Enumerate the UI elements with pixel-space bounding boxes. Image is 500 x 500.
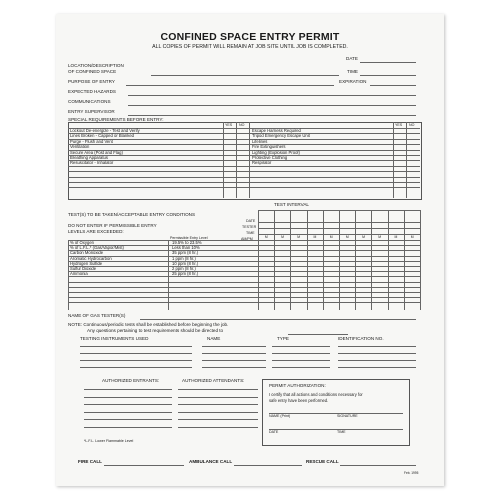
ampm-m-mark: M <box>313 234 317 239</box>
test-reading-cell[interactable] <box>307 271 323 276</box>
test-reading-cell[interactable] <box>290 271 306 276</box>
test-name: Carbon Monoxide <box>70 250 104 256</box>
lfl-footnote: *L.F.L. Lower Flammable Level <box>84 439 134 443</box>
ampm-m-mark: M <box>297 234 301 239</box>
ampm-m-mark: M <box>345 234 349 239</box>
tests-blank-line <box>68 282 420 283</box>
ampm-m-mark: M <box>329 234 333 239</box>
test-reading-cell[interactable] <box>258 271 274 276</box>
test-name: Aromatic Hydrocarbon <box>70 255 112 261</box>
page-subtitle: ALL COPIES OF PERMIT WILL REMAIN AT JOB SITE UNTIL JOB IS COMPLETED. <box>152 44 348 50</box>
requirement-no-cell[interactable] <box>236 160 249 165</box>
note-line-1: NOTE: Continuous/periodic tests shall be established before beginning the job. <box>68 322 229 327</box>
attendant-line[interactable] <box>178 397 258 398</box>
entrant-line[interactable] <box>84 404 172 405</box>
instrument-name-line[interactable] <box>202 360 266 361</box>
permit-sheet <box>56 14 444 486</box>
permit-authorization-box <box>262 379 410 446</box>
supervisor-label: ENTRY SUPERVISOR <box>68 109 115 114</box>
tests-warning-2: LEVELS ARE EXCEEDED: <box>68 229 124 234</box>
test-name: % of L.F.L.* (Gas/Vapor/Mist) <box>70 245 124 251</box>
ampm-m-mark: M <box>281 234 284 239</box>
tester-row-label: TESTER <box>242 225 257 229</box>
ampm-row-label: AM/PM <box>241 237 253 241</box>
date-row-label: DATE <box>246 219 256 223</box>
test-name: % of Oxygen <box>70 240 94 245</box>
instrument-name-line[interactable] <box>202 346 266 347</box>
auth-date-field[interactable] <box>269 429 403 430</box>
ampm-m-mark: M <box>394 234 398 239</box>
ampm-m-mark: M <box>410 234 414 239</box>
tests-row-line <box>68 276 420 277</box>
requirements-table <box>68 122 420 198</box>
communications-label: COMMUNICATIONS <box>68 99 111 104</box>
instrument-name-line[interactable] <box>202 367 266 368</box>
tests-blank-line <box>68 287 420 288</box>
requirement-yes-cell-2[interactable] <box>393 160 406 165</box>
entrant-line[interactable] <box>84 419 172 420</box>
ambulance-call-field[interactable] <box>234 465 302 466</box>
instrument-id-line[interactable] <box>338 360 416 361</box>
requirement-right-label: Lifelines <box>252 138 268 144</box>
purpose-label: PURPOSE OF ENTRY <box>68 79 115 84</box>
test-permissible-level: 19.5% to 23.5% <box>172 240 202 245</box>
auth-date-label: DATE <box>269 430 279 434</box>
instrument-type-label: TYPE <box>277 336 289 341</box>
instrument-id-label: IDENTIFICATION NO. <box>338 336 384 341</box>
form-code: Feb. 1995 <box>404 471 419 475</box>
tests-blank-line <box>68 302 420 303</box>
instrument-type-line[interactable] <box>272 346 330 347</box>
authorized-entrants-label: AUTHORIZED ENTRANTS: <box>102 378 160 383</box>
test-permissible-level: 1 ppm (8 hr.) <box>172 255 196 261</box>
test-permissible-level: 10 ppm (8 hr.) <box>172 260 199 266</box>
requirement-left-label: Lockout De-energize - Test and Verify <box>70 128 140 133</box>
date-label: DATE <box>346 56 358 61</box>
requirement-right-label: Escape Harness Required <box>252 128 301 133</box>
fire-call-label: FIRE CALL <box>78 459 102 464</box>
time-label: TIME <box>347 69 358 74</box>
note-contact-field[interactable] <box>288 334 348 335</box>
requirement-right-label: Fire Extinguishers <box>252 144 286 150</box>
test-permissible-level: 25 ppm (8 hr.) <box>172 271 199 277</box>
gas-tester-label: NAME OF GAS TESTER(S) <box>68 313 126 318</box>
requirement-right-label: Protective Clothing <box>252 155 288 160</box>
requirement-left-label: Secure Area (Post and Flag) <box>70 149 123 155</box>
authorization-line-2: safe entry have been performed. <box>269 398 329 403</box>
req-yes-header: YES <box>225 122 233 127</box>
test-reading-cell[interactable] <box>371 271 387 276</box>
requirement-left-label: Purge - Flush and Vent <box>70 138 113 144</box>
auth-name-label: NAME (Print) <box>269 414 291 418</box>
entrant-line[interactable] <box>84 412 172 413</box>
rescue-call-label: RESCUE CALL <box>306 459 339 464</box>
instrument-id-line[interactable] <box>338 353 416 354</box>
test-reading-cell[interactable] <box>323 271 339 276</box>
entrant-line[interactable] <box>84 389 172 390</box>
entrant-line[interactable] <box>84 397 172 398</box>
authorized-attendants-label: AUTHORIZED ATTENDANTS: <box>182 378 245 383</box>
ampm-m-mark: M <box>264 234 268 239</box>
auth-time-label: TIME <box>337 430 346 434</box>
test-permissible-level: 2 ppm (8 hr.) <box>172 266 196 271</box>
instrument-type-line[interactable] <box>272 360 330 361</box>
test-permissible-level: 35 ppm (8 hr.) <box>172 250 199 256</box>
tests-grid <box>68 210 420 310</box>
time-row-label: TIME <box>246 231 255 235</box>
communications-field[interactable] <box>128 105 416 106</box>
instruments-used-label: TESTING INSTRUMENTS USED <box>80 336 149 341</box>
test-name: Hydrogen Sulfide <box>70 260 103 266</box>
instrument-id-line[interactable] <box>338 367 416 368</box>
location-field[interactable] <box>151 75 339 76</box>
requirement-no-cell-2[interactable] <box>406 160 420 165</box>
instrument-type-line[interactable] <box>272 353 330 354</box>
requirement-right-label: Respirator <box>252 160 272 166</box>
requirement-blank-line <box>68 182 420 183</box>
req-no-header-2: NO <box>409 122 415 127</box>
requirement-yes-cell[interactable] <box>223 160 236 165</box>
ampm-m-mark: M <box>362 234 365 239</box>
location-label-2: OF CONFINED SPACE <box>68 69 117 74</box>
test-reading-cell[interactable] <box>355 271 371 276</box>
fire-call-field[interactable] <box>104 465 184 466</box>
req-yes-header-2: YES <box>395 122 403 127</box>
purpose-field[interactable] <box>126 85 334 86</box>
requirement-blank-line <box>68 187 420 188</box>
test-reading-cell[interactable] <box>388 271 404 276</box>
note-line-2: Any questions pertaining to test requirements should be directed to <box>87 328 224 333</box>
requirement-right-label: Lighting (Explosion Proof) <box>252 149 300 155</box>
test-interval-label: TEST INTERVAL <box>274 202 309 207</box>
requirement-right-label: Tripod Emergency Escape Unit <box>252 133 310 139</box>
requirement-left-label: Resuscitator - Inhalator <box>70 160 114 166</box>
test-name: Sulfur Dioxide <box>70 266 97 271</box>
test-reading-cell[interactable] <box>404 271 420 276</box>
instrument-used-line[interactable] <box>80 346 192 347</box>
attendant-line[interactable] <box>178 419 258 420</box>
tests-col-line <box>420 210 421 310</box>
requirement-blank-line <box>68 177 420 178</box>
instrument-type-line[interactable] <box>272 367 330 368</box>
date-field[interactable] <box>360 62 416 63</box>
ampm-m-mark: M <box>378 234 382 239</box>
test-reading-cell[interactable] <box>339 271 355 276</box>
hazards-label: EXPECTED HAZARDS <box>68 89 116 94</box>
instrument-id-line[interactable] <box>338 346 416 347</box>
tests-blank-line <box>68 297 420 298</box>
instrument-used-line[interactable] <box>80 360 192 361</box>
test-permissible-level: Less than 10% <box>172 245 200 251</box>
entrant-line[interactable] <box>84 427 172 428</box>
instrument-name-line[interactable] <box>202 353 266 354</box>
requirement-left-label: Ventilation <box>70 144 90 150</box>
gas-tester-field[interactable] <box>140 319 416 320</box>
requirement-blank-line <box>68 171 420 172</box>
requirements-heading: SPECIAL REQUIREMENTS BEFORE ENTRY: <box>68 117 164 122</box>
requirement-left-label: Breathing Apparatus <box>70 155 108 160</box>
instrument-used-line[interactable] <box>80 353 192 354</box>
instrument-used-line[interactable] <box>80 367 192 368</box>
authorization-line-1: I certify that all actions and conditions necessary for <box>269 392 363 397</box>
location-label-1: LOCATION/DESCRIPTION <box>68 63 124 68</box>
auth-signature-label: SIGNATURE <box>337 414 358 418</box>
req-no-header: NO <box>239 122 245 127</box>
attendant-line[interactable] <box>178 404 258 405</box>
authorization-heading: PERMIT AUTHORIZATION: <box>269 383 326 388</box>
attendant-line[interactable] <box>178 389 258 390</box>
test-name: Ammonia <box>70 271 88 277</box>
attendant-line[interactable] <box>178 427 258 428</box>
tests-warning-1: DO NOT ENTER IF PERMISSIBLE ENTRY <box>68 223 157 228</box>
rescue-call-field[interactable] <box>340 465 416 466</box>
ambulance-call-label: AMBULANCE CALL <box>189 459 233 464</box>
requirement-row-line <box>68 166 420 167</box>
test-reading-cell[interactable] <box>274 271 290 276</box>
permissible-level-header: Permissible Entry Level <box>170 236 208 240</box>
tests-blank-line <box>68 292 420 293</box>
time-field[interactable] <box>360 75 416 76</box>
supervisor-field[interactable] <box>128 115 416 116</box>
requirement-left-label: Lines Broken - Capped or Blanked <box>70 133 135 139</box>
page-title: CONFINED SPACE ENTRY PERMIT <box>160 31 340 43</box>
hazards-field[interactable] <box>128 95 416 96</box>
expiration-label: EXPIRATION <box>339 79 367 84</box>
expiration-field[interactable] <box>370 85 416 86</box>
instrument-name-label: NAME <box>207 336 221 341</box>
tests-heading: TEST(S) TO BE TAKEN/ACCEPTABLE ENTRY CONDITIONS <box>68 212 196 217</box>
attendant-line[interactable] <box>178 412 258 413</box>
